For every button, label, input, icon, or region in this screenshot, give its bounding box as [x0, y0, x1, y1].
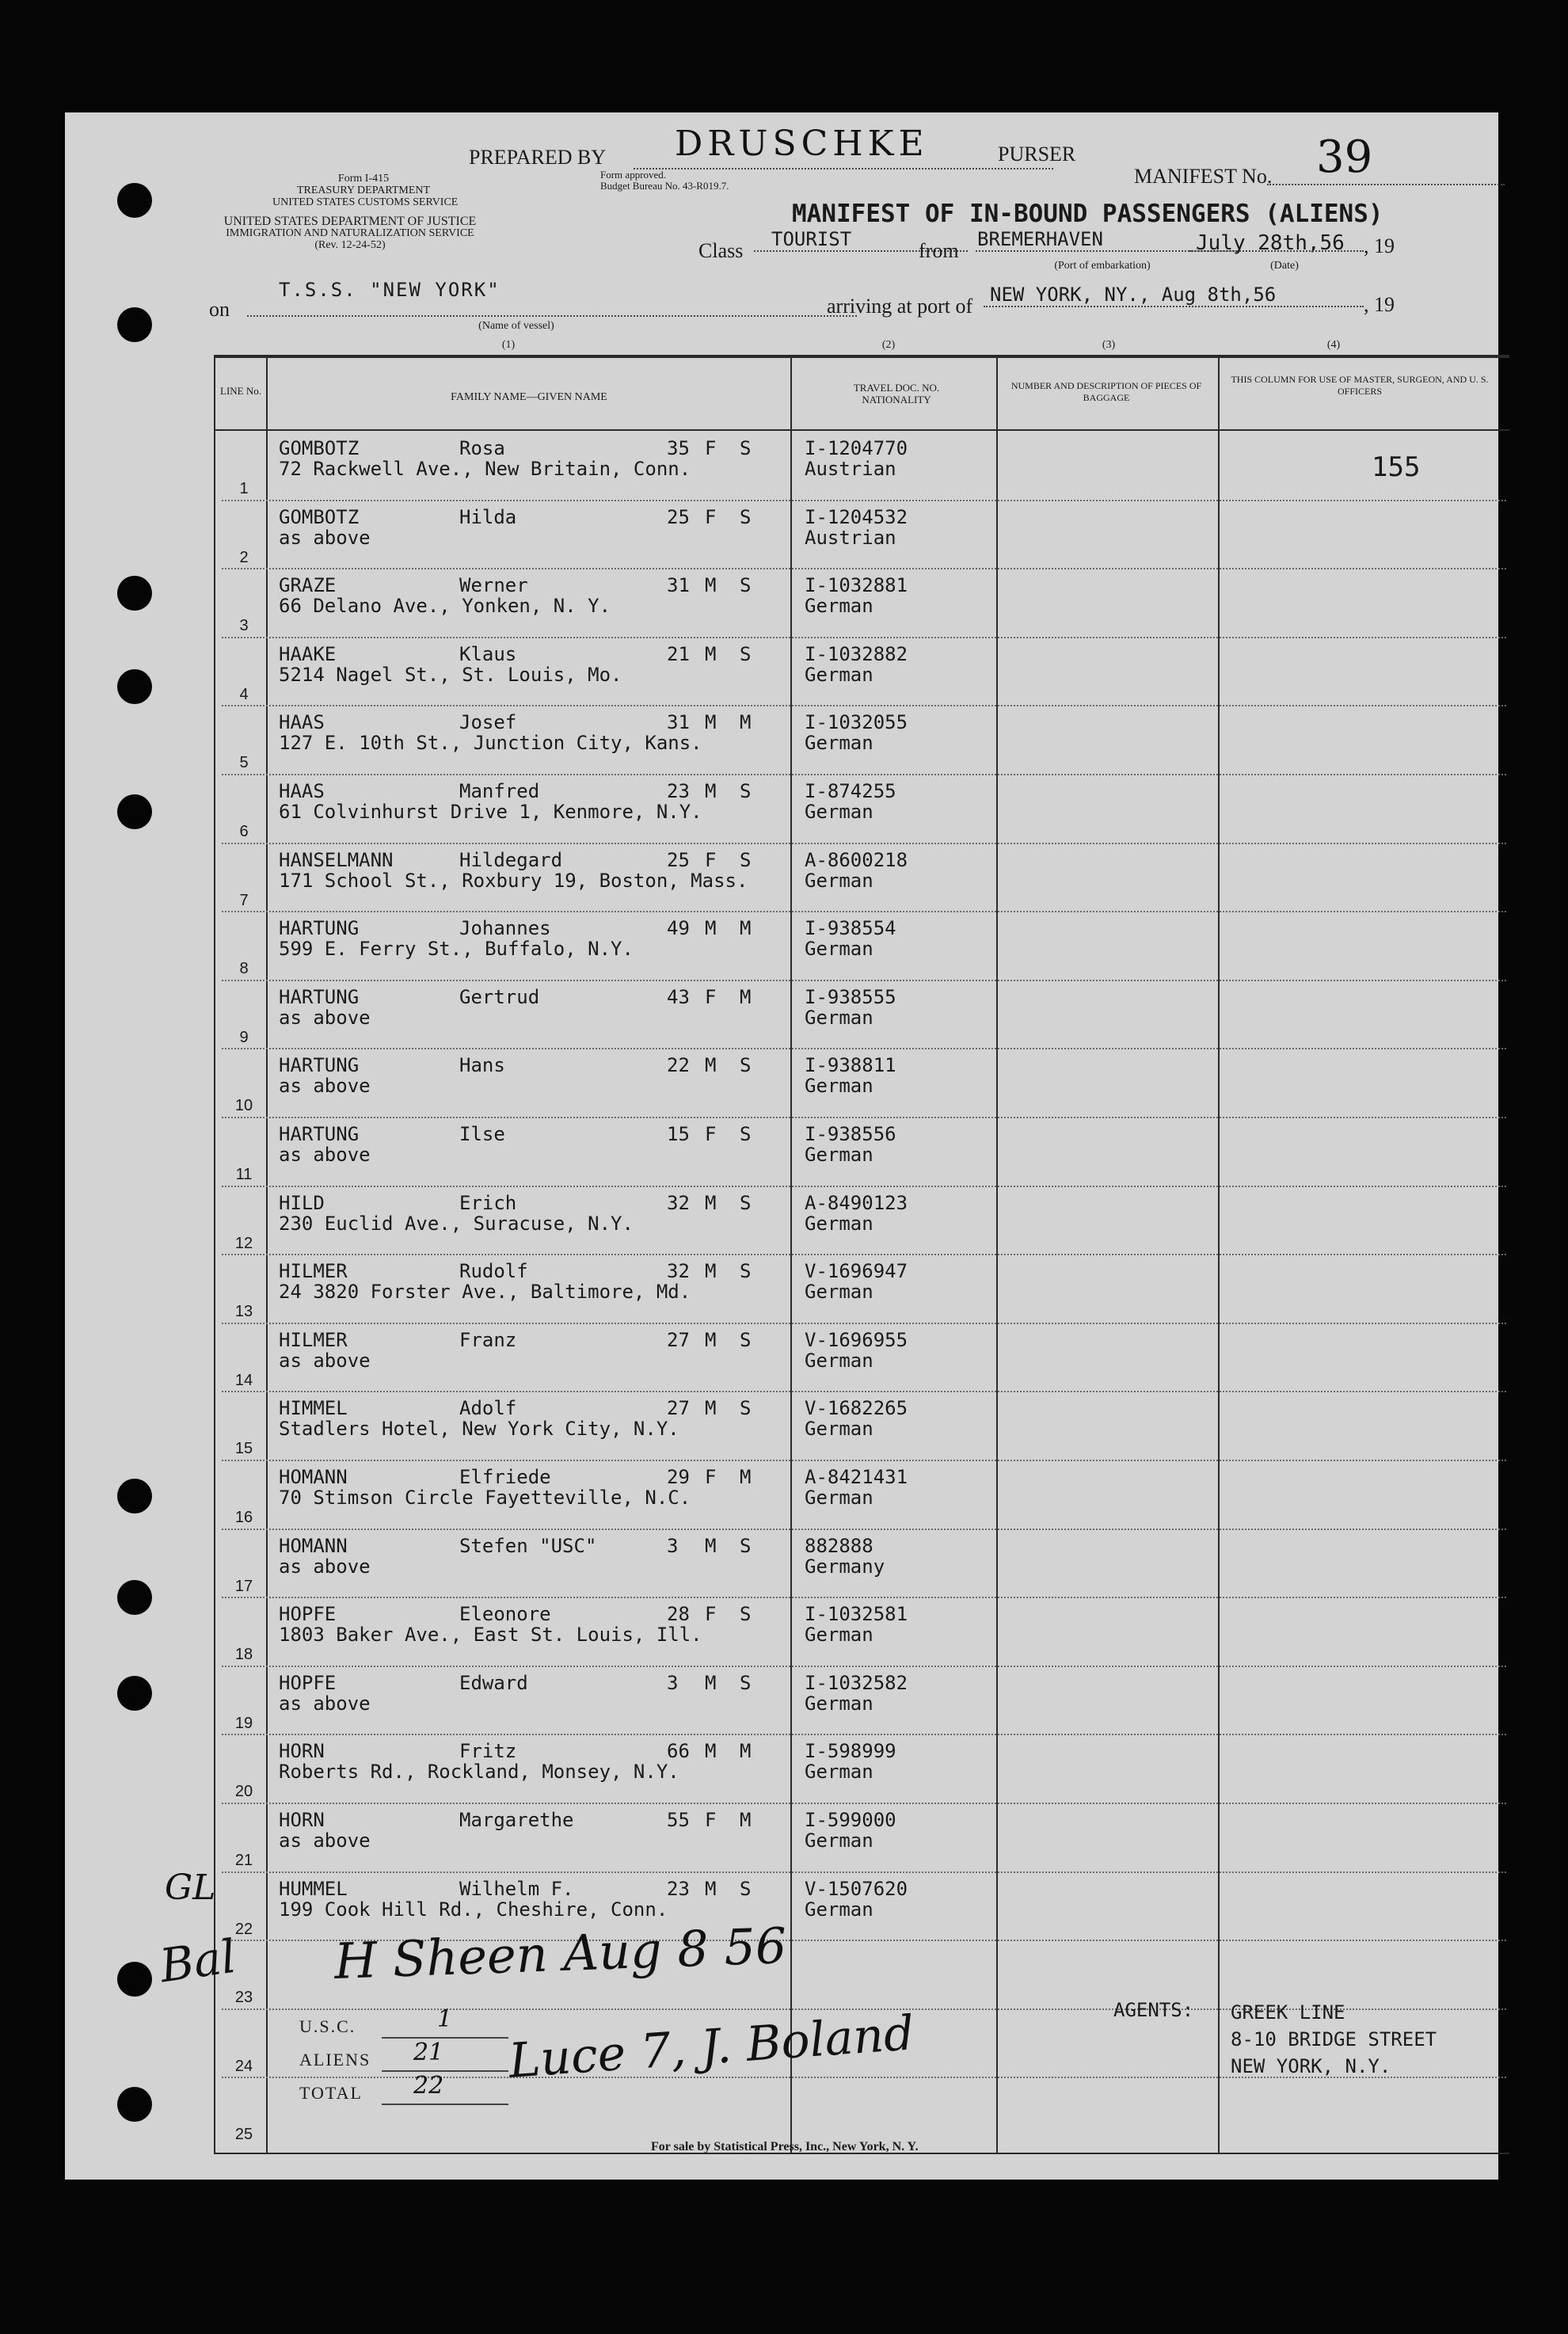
line-number: 5	[239, 754, 249, 772]
agent-line-1: GREEK LINE	[1231, 2001, 1345, 2024]
table-top-border	[214, 355, 1509, 358]
nationality: German	[805, 1006, 873, 1029]
manifest-title: MANIFEST OF IN-BOUND PASSENGERS (ALIENS)	[792, 200, 1383, 228]
row-divider	[222, 1597, 1506, 1598]
row-divider	[222, 500, 1506, 501]
sex: M	[705, 1054, 717, 1077]
manifest-no-label: MANIFEST No.	[1134, 165, 1273, 188]
travel-doc-number: I-1032582	[805, 1671, 908, 1694]
family-name: HIMMEL	[279, 1397, 348, 1420]
marital-status: M	[740, 1466, 752, 1488]
prepared-by-value: DRUSCHKE	[675, 124, 929, 164]
usc-label: U.S.C.	[299, 2016, 356, 2036]
punch-hole	[117, 183, 152, 218]
marital-status: S	[740, 642, 752, 665]
row-divider	[222, 1803, 1506, 1804]
family-name: HILMER	[279, 1260, 348, 1283]
sex: F	[705, 437, 717, 459]
age: 15	[667, 1123, 690, 1145]
punch-hole	[117, 1479, 152, 1513]
sex: M	[705, 1191, 717, 1214]
travel-doc-number: I-874255	[805, 780, 896, 802]
marital-status: S	[740, 1671, 752, 1694]
marital-status: M	[740, 1740, 752, 1763]
address: as above	[279, 1555, 371, 1578]
address: 1803 Baker Ave., East St. Louis, Ill.	[279, 1624, 702, 1647]
age: 3	[667, 1671, 679, 1694]
manifest-no-underline	[1267, 184, 1505, 185]
travel-doc-number: I-1032882	[805, 642, 908, 665]
prepared-by-label: PREPARED BY	[469, 146, 607, 169]
family-name: HORN	[279, 1809, 325, 1831]
row-divider	[222, 568, 1506, 569]
vessel-underline	[247, 315, 857, 317]
row-divider	[222, 637, 1506, 638]
punch-hole	[117, 1580, 152, 1615]
address: as above	[279, 1830, 371, 1852]
family-name: HILMER	[279, 1328, 348, 1351]
given-name: Ilse	[459, 1123, 505, 1145]
col-header-officers: THIS COLUMN FOR USE OF MASTER, SURGEON, AND U. S. OFFICERS	[1231, 374, 1489, 397]
sex: M	[705, 711, 717, 734]
col-number-1: (1)	[501, 339, 516, 351]
marital-status: M	[740, 711, 752, 734]
sex: F	[705, 1123, 717, 1145]
marital-status: S	[740, 574, 752, 597]
row-divider	[222, 1186, 1506, 1187]
aliens-underline	[382, 2070, 508, 2072]
marital-status: S	[740, 1260, 752, 1283]
line-number: 2	[239, 548, 249, 566]
travel-doc-number: I-1204532	[805, 505, 908, 528]
col-header-baggage: NUMBER AND DESCRIPTION OF PIECES OF BAGGAGE	[1010, 380, 1202, 403]
age: 25	[667, 505, 690, 528]
family-name: HILD	[279, 1191, 325, 1214]
nationality: German	[805, 1212, 873, 1235]
age: 29	[667, 1466, 690, 1488]
vessel-value: T.S.S. "NEW YORK"	[279, 279, 500, 301]
agents-block	[1231, 1999, 1437, 2080]
line-number: 11	[235, 1166, 253, 1183]
usc-underline	[382, 2037, 508, 2039]
arriving-underline	[984, 306, 1364, 307]
age: 49	[667, 917, 690, 940]
age: 3	[667, 1534, 679, 1557]
line-number: 15	[234, 1440, 253, 1458]
sex: M	[705, 1328, 717, 1351]
footer-imprint: For sale by Statistical Press, Inc., New York, N. Y.	[651, 2140, 919, 2153]
form-line-3: UNITED STATES CUSTOMS SERVICE	[272, 196, 459, 208]
line-number: 8	[239, 960, 249, 978]
address: as above	[279, 1692, 371, 1715]
family-name: HORN	[279, 1740, 325, 1763]
nationality: Germany	[805, 1555, 885, 1578]
given-name: Erich	[459, 1191, 517, 1214]
given-name: Hilda	[459, 505, 517, 528]
line-number: 21	[234, 1852, 253, 1869]
given-name: Elfriede	[459, 1466, 551, 1488]
line-number: 10	[234, 1097, 253, 1115]
class-label: Class	[698, 239, 744, 262]
sex: M	[705, 1877, 717, 1900]
nationality: German	[805, 1830, 873, 1852]
nationality: German	[805, 1692, 873, 1715]
date-underline	[1189, 250, 1364, 252]
nationality: Austrian	[805, 458, 896, 480]
line-number: 25	[234, 2126, 253, 2144]
doj-line-3: (Rev. 12-24-52)	[314, 239, 386, 251]
sex: M	[705, 642, 717, 665]
marital-status: S	[740, 1054, 752, 1077]
travel-doc-number: V-1682265	[805, 1397, 908, 1420]
given-name: Gertrud	[459, 985, 540, 1008]
given-name: Werner	[459, 574, 528, 597]
total-value: 22	[413, 2072, 444, 2100]
age: 66	[667, 1740, 690, 1763]
address: 5214 Nagel St., St. Louis, Mo.	[279, 663, 622, 686]
nationality: German	[805, 1144, 873, 1166]
travel-doc-number: I-1032581	[805, 1603, 908, 1626]
age: 22	[667, 1054, 690, 1077]
port-embark-caption: (Port of embarkation)	[1054, 260, 1151, 272]
family-name: HUMMEL	[279, 1877, 348, 1900]
travel-doc-number: I-1032881	[805, 574, 908, 597]
address: 599 E. Ferry St., Buffalo, N.Y.	[279, 938, 634, 961]
col-number-3: (3)	[1102, 339, 1116, 351]
marital-status: S	[740, 1328, 752, 1351]
family-name: HOPFE	[279, 1603, 337, 1626]
family-name: GOMBOTZ	[279, 505, 360, 528]
budget-block	[600, 169, 729, 192]
row-divider	[222, 1460, 1506, 1461]
col-number-2: (2)	[881, 339, 896, 351]
line-number: 6	[239, 823, 249, 840]
given-name: Hildegard	[459, 848, 563, 871]
sex: M	[705, 1671, 717, 1694]
budget-line-2: Budget Bureau No. 43-R019.7.	[600, 180, 729, 192]
marital-status: S	[740, 780, 752, 802]
marital-status: M	[740, 1809, 752, 1831]
col-header-name: FAMILY NAME—GIVEN NAME	[451, 391, 607, 403]
address: 61 Colvinhurst Drive 1, Kenmore, N.Y.	[279, 801, 702, 823]
form-block	[272, 173, 459, 208]
given-name: Wilhelm F.	[459, 1877, 574, 1900]
line-number: 13	[234, 1303, 253, 1321]
address: 230 Euclid Ave., Suracuse, N.Y.	[279, 1212, 634, 1235]
date-value: July 28th,56	[1196, 231, 1345, 255]
sex: F	[705, 505, 717, 528]
address: 199 Cook Hill Rd., Cheshire, Conn.	[279, 1898, 668, 1921]
travel-doc-number: I-1032055	[805, 711, 908, 734]
year-suffix-2: , 19	[1364, 293, 1395, 316]
nationality: German	[805, 732, 873, 755]
table-header-border	[214, 429, 1509, 431]
row-divider	[222, 980, 1506, 981]
row-divider	[222, 1391, 1506, 1392]
sex: M	[705, 917, 717, 940]
col-number-4: (4)	[1326, 339, 1341, 351]
age: 23	[667, 780, 690, 802]
on-label: on	[209, 298, 230, 321]
sex: F	[705, 985, 717, 1008]
nationality: Austrian	[805, 526, 896, 549]
punch-hole	[117, 669, 152, 704]
aliens-label: ALIENS	[299, 2050, 371, 2069]
marital-status: S	[740, 1877, 752, 1900]
travel-doc-number: A-8600218	[805, 848, 908, 871]
row-divider	[222, 705, 1506, 706]
row-divider	[222, 1048, 1506, 1049]
punch-hole	[117, 1962, 152, 1997]
punch-hole	[117, 1676, 152, 1711]
line-number: 1	[239, 480, 249, 497]
doj-block	[207, 215, 493, 251]
doj-line-1: UNITED STATES DEPARTMENT OF JUSTICE	[223, 215, 477, 228]
margin-bal: Bal	[156, 1929, 240, 1993]
line-number: 4	[239, 685, 249, 703]
family-name: HAAS	[279, 711, 325, 734]
marital-status: M	[740, 985, 752, 1008]
col-header-line: LINE No.	[220, 385, 261, 397]
age: 35	[667, 437, 690, 459]
address: as above	[279, 1075, 371, 1098]
sex: F	[705, 848, 717, 871]
year-suffix: , 19	[1364, 234, 1395, 257]
agents-label: AGENTS:	[1113, 1999, 1194, 2021]
given-name: Rudolf	[459, 1260, 528, 1283]
family-name: HARTUNG	[279, 985, 360, 1008]
arriving-value: NEW YORK, NY., Aug 8th,56	[990, 284, 1277, 306]
punch-hole	[117, 307, 152, 342]
line-number: 23	[234, 1989, 253, 2007]
address: Roberts Rd., Rockland, Monsey, N.Y.	[279, 1761, 679, 1784]
line-number: 20	[234, 1783, 253, 1801]
given-name: Fritz	[459, 1740, 517, 1763]
family-name: HOPFE	[279, 1671, 337, 1694]
aliens-value: 21	[413, 2039, 444, 2066]
line-number: 17	[234, 1577, 253, 1595]
sex: M	[705, 1534, 717, 1557]
given-name: Rosa	[459, 437, 505, 459]
line-number: 12	[234, 1234, 253, 1252]
travel-doc-number: I-599000	[805, 1809, 896, 1831]
travel-doc-number: A-8490123	[805, 1191, 908, 1214]
given-name: Margarethe	[459, 1809, 574, 1831]
address: 171 School St., Roxbury 19, Boston, Mass.	[279, 869, 748, 892]
marital-status: S	[740, 1603, 752, 1626]
punch-hole	[117, 794, 152, 829]
age: 25	[667, 848, 690, 871]
sex: F	[705, 1466, 717, 1488]
sex: F	[705, 1809, 717, 1831]
nationality: German	[805, 1349, 873, 1372]
family-name: HARTUNG	[279, 1054, 360, 1077]
given-name: Klaus	[459, 642, 517, 665]
manifest-sheet	[65, 112, 1498, 2180]
marital-status: S	[740, 437, 752, 459]
line-number: 19	[234, 1714, 253, 1732]
family-name: HARTUNG	[279, 1123, 360, 1145]
punch-hole	[117, 2087, 152, 2122]
sex: F	[705, 1603, 717, 1626]
age: 21	[667, 642, 690, 665]
inspection-stamp: H Sheen Aug 8 56	[333, 1917, 788, 1990]
row-divider	[222, 1323, 1506, 1324]
row-divider	[222, 1254, 1506, 1255]
family-name: HOMANN	[279, 1534, 348, 1557]
row-divider	[222, 1117, 1506, 1118]
age: 43	[667, 985, 690, 1008]
line-number: 24	[234, 2057, 253, 2075]
nationality: German	[805, 1075, 873, 1098]
line-number: 7	[239, 891, 249, 909]
signature: Luce 7, J. Boland	[507, 2005, 916, 2089]
address: Stadlers Hotel, New York City, N.Y.	[279, 1418, 679, 1441]
margin-gl: GL	[165, 1868, 216, 1908]
nationality: German	[805, 801, 873, 823]
family-name: HOMANN	[279, 1466, 348, 1488]
form-line-2: TREASURY DEPARTMENT	[296, 185, 431, 196]
punch-hole	[117, 576, 152, 611]
officer-note: 155	[1372, 451, 1421, 483]
nationality: German	[805, 1487, 873, 1509]
family-name: GOMBOTZ	[279, 437, 360, 459]
address: 66 Delano Ave., Yonken, N. Y.	[279, 595, 611, 618]
given-name: Johannes	[459, 917, 551, 940]
sex: M	[705, 1397, 717, 1420]
marital-status: S	[740, 1191, 752, 1214]
travel-doc-number: I-938556	[805, 1123, 896, 1145]
age: 31	[667, 574, 690, 597]
marital-status: M	[740, 917, 752, 940]
nationality: German	[805, 1761, 873, 1784]
given-name: Eleonore	[459, 1603, 551, 1626]
address: as above	[279, 1349, 371, 1372]
address: 70 Stimson Circle Fayetteville, N.C.	[279, 1487, 691, 1509]
address: as above	[279, 1144, 371, 1166]
marital-status: S	[740, 848, 752, 871]
arriving-label: arriving at port of	[827, 295, 973, 318]
line-number: 3	[239, 617, 249, 635]
family-name: GRAZE	[279, 574, 337, 597]
nationality: German	[805, 1418, 873, 1441]
age: 27	[667, 1328, 690, 1351]
line-number: 16	[234, 1509, 253, 1526]
given-name: Manfred	[459, 780, 540, 802]
purser-label: PURSER	[998, 143, 1076, 166]
travel-doc-number: I-938555	[805, 985, 896, 1008]
from-value: BREMERHAVEN	[977, 228, 1103, 250]
agent-line-2: 8-10 BRIDGE STREET	[1231, 2028, 1437, 2050]
row-divider	[222, 1734, 1506, 1735]
travel-doc-number: V-1507620	[805, 1877, 908, 1900]
agent-line-3: NEW YORK, N.Y.	[1231, 2055, 1391, 2077]
age: 28	[667, 1603, 690, 1626]
travel-doc-number: V-1696947	[805, 1260, 908, 1283]
nationality: German	[805, 663, 873, 686]
travel-doc-number: A-8421431	[805, 1466, 908, 1488]
given-name: Josef	[459, 711, 517, 734]
given-name: Edward	[459, 1671, 528, 1694]
address: as above	[279, 1006, 371, 1029]
given-name: Adolf	[459, 1397, 517, 1420]
row-divider	[222, 1529, 1506, 1530]
given-name: Stefen "USC"	[459, 1534, 597, 1557]
sex: M	[705, 574, 717, 597]
line-number: 22	[234, 1920, 253, 1938]
marital-status: S	[740, 1397, 752, 1420]
total-label: TOTAL	[299, 2083, 363, 2103]
col-header-doc: TRAVEL DOC. NO. NATIONALITY	[853, 382, 940, 405]
nationality: German	[805, 595, 873, 618]
sex: M	[705, 1260, 717, 1283]
total-underline	[382, 2104, 508, 2105]
nationality: German	[805, 1281, 873, 1304]
age: 23	[667, 1877, 690, 1900]
age: 31	[667, 711, 690, 734]
sex: M	[705, 1740, 717, 1763]
travel-doc-number: 882888	[805, 1534, 873, 1557]
row-divider	[222, 1666, 1506, 1667]
address: as above	[279, 526, 371, 549]
travel-doc-number: I-938811	[805, 1054, 896, 1077]
budget-line-1: Form approved.	[600, 169, 667, 181]
travel-doc-number: I-598999	[805, 1740, 896, 1763]
travel-doc-number: I-1204770	[805, 437, 908, 459]
age: 27	[667, 1397, 690, 1420]
nationality: German	[805, 938, 873, 961]
nationality: German	[805, 1624, 873, 1647]
family-name: HAAKE	[279, 642, 337, 665]
nationality: German	[805, 869, 873, 892]
manifest-no-value: 39	[1316, 131, 1373, 183]
class-value: TOURIST	[771, 228, 852, 250]
marital-status: S	[740, 505, 752, 528]
family-name: HARTUNG	[279, 917, 360, 940]
age: 32	[667, 1191, 690, 1214]
address: 72 Rackwell Ave., New Britain, Conn.	[279, 458, 691, 480]
usc-value: 1	[437, 2005, 453, 2033]
row-divider	[222, 843, 1506, 844]
travel-doc-number: I-938554	[805, 917, 896, 940]
row-divider	[222, 911, 1506, 912]
age: 32	[667, 1260, 690, 1283]
given-name: Hans	[459, 1054, 505, 1077]
age: 55	[667, 1809, 690, 1831]
line-number: 14	[234, 1371, 253, 1389]
date-caption: (Date)	[1270, 260, 1299, 272]
vessel-caption: (Name of vessel)	[478, 320, 554, 332]
sex: M	[705, 780, 717, 802]
doj-line-2: IMMIGRATION AND NATURALIZATION SERVICE	[226, 227, 474, 239]
address: 127 E. 10th St., Junction City, Kans.	[279, 732, 702, 755]
address: 24 3820 Forster Ave., Baltimore, Md.	[279, 1281, 691, 1304]
travel-doc-number: V-1696955	[805, 1328, 908, 1351]
from-label: from	[919, 239, 959, 262]
family-name: HANSELMANN	[279, 848, 394, 871]
line-number: 18	[234, 1646, 253, 1664]
line-number: 9	[239, 1028, 249, 1046]
given-name: Franz	[459, 1328, 517, 1351]
nationality: German	[805, 1898, 873, 1921]
marital-status: S	[740, 1534, 752, 1557]
marital-status: S	[740, 1123, 752, 1145]
row-divider	[222, 1871, 1506, 1873]
row-divider	[222, 774, 1506, 775]
form-line-1: Form I-415	[337, 173, 390, 185]
family-name: HAAS	[279, 780, 325, 802]
